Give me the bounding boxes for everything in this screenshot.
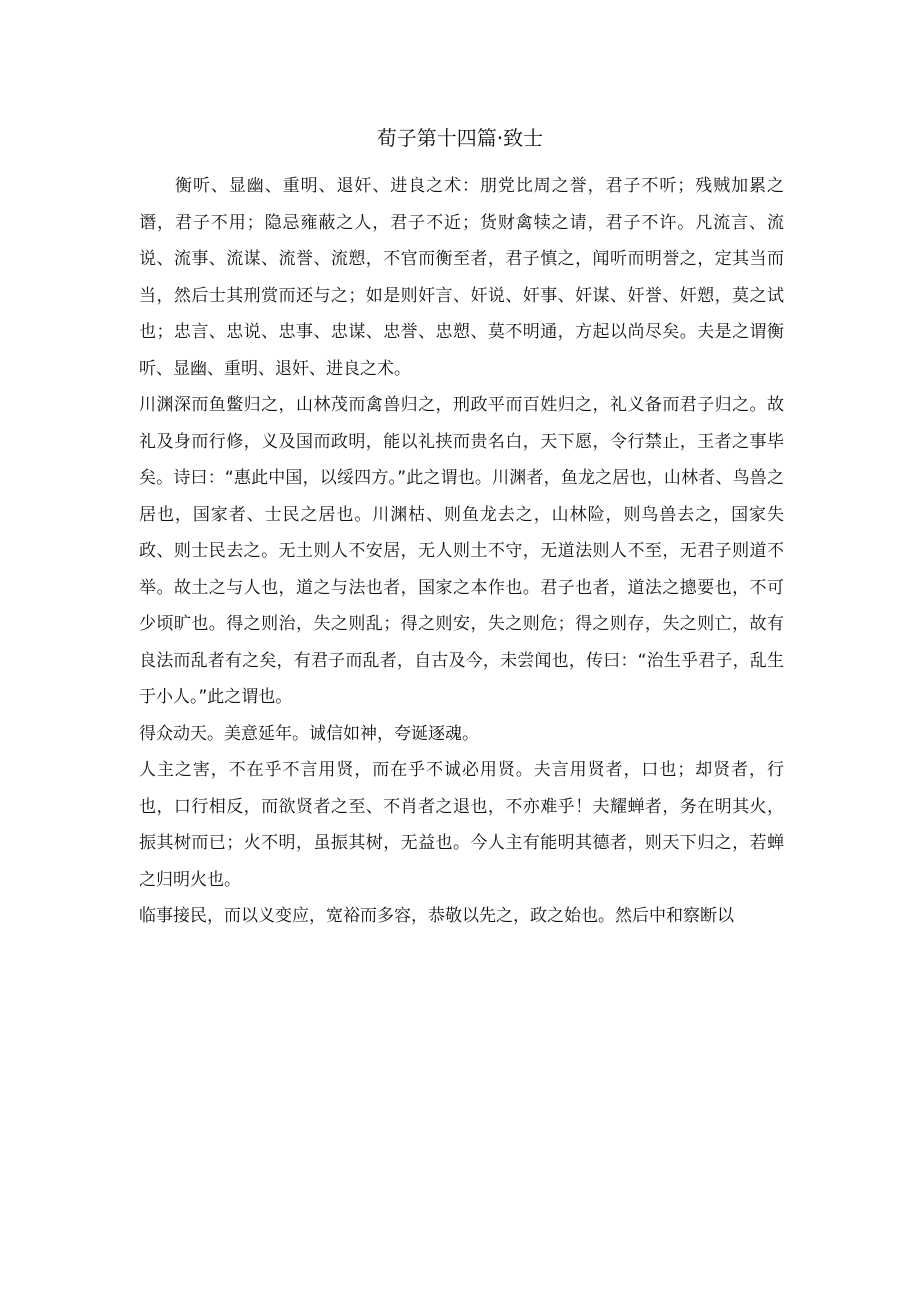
document-body	[139, 168, 784, 935]
document-title: 荀子第十四篇·致士	[376, 126, 544, 150]
paragraph-1: 衡听、显幽、重明、退奸、进良之术：朋党比周之誉，君子不听；残贼加累之谮，君子不用；隐忌雍蔽之人，君子不近；货财禽犊之请，君子不许。凡流言、流说、流事、流谋、流誉、流愬，不官而衡至者，君子慎之，闻听而明誉之，定其当而当，然后士其刑赏而还与之；如是则奸言、奸说、奸事、奸谋、奸誉、奸愬，莫之试也；忠言、忠说、忠事、忠谋、忠誉、忠愬、莫不明通，方起以尚尽矣。夫是之谓衡听、显幽、重明、退奸、进良之术。	[139, 176, 784, 379]
paragraph-4: 人主之害，不在乎不言用贤，而在乎不诚必用贤。夫言用贤者，口也；却贤者，行也，口行相反，而欲贤者之至、不肖者之退也，不亦难乎！夫耀蝉者，务在明其火，振其树而已；火不明，虽振其树，无益也。今人主有能明其德者，则天下归之，若蝉之归明火也。	[139, 760, 784, 890]
paragraph-2: 川渊深而鱼鳖归之，山林茂而禽兽归之，刑政平而百姓归之，礼义备而君子归之。故礼及身而行修，义及国而政明，能以礼挟而贵名白，天下愿，令行禁止，王者之事毕矣。诗曰：“惠此中国，以绥四方。”此之谓也。川渊者，鱼龙之居也，山林者、鸟兽之居也，国家者、士民之居也。川渊枯、则鱼龙去之，山林险，则鸟兽去之，国家失政、则士民去之。无土则人不安居，无人则土不守，无道法则人不至，无君子则道不举。故土之与人也，道之与法也者，国家之本作也。君子也者，道法之摠要也，不可少顷旷也。得之则治，失之则乱；得之则安，失之则危；得之则存，失之则亡，故有良法而乱者有之矣，有君子而乱者，自古及今，未尝闻也，传曰：“治生乎君子，乱生于小人。”此之谓也。	[139, 395, 784, 707]
paragraph-5: 临事接民，而以义变应，宽裕而多容，恭敬以先之，政之始也。然后中和察断以	[139, 906, 734, 926]
paragraph-3: 得众动天。美意延年。诚信如神，夸诞逐魂。	[139, 723, 479, 744]
